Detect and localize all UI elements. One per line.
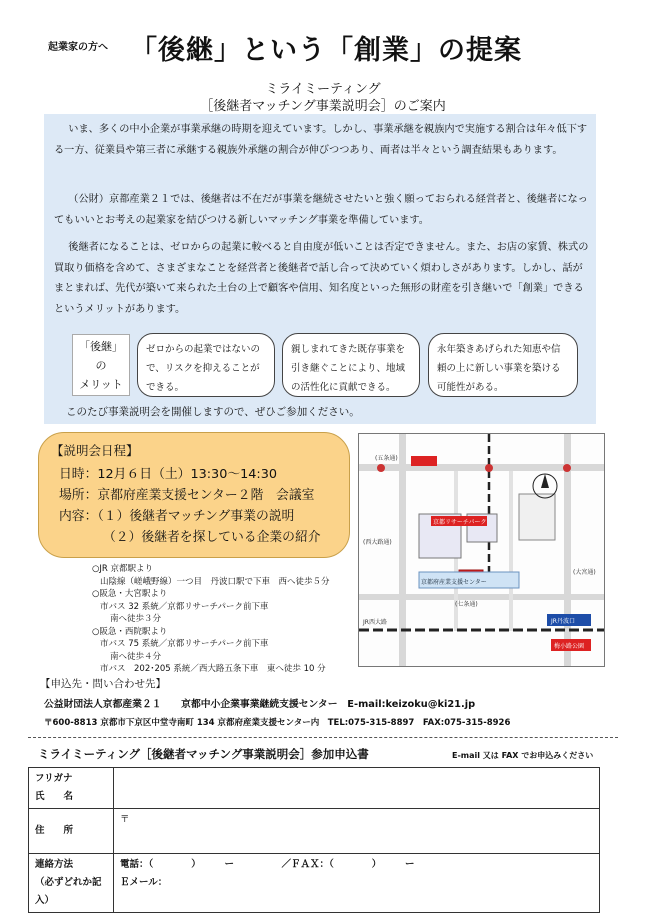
map-label-tanbaguchi: JR丹波口	[551, 618, 575, 625]
name-label: 氏 名	[35, 791, 74, 802]
contact-address: 〒600-8813 京都市下京区中堂寺南町 134 京都府産業支援センター内 TEL:075-315-8897 FAX:075-315-8926	[44, 718, 511, 728]
cut-line-divider	[28, 737, 618, 738]
access-jr-detail: 山陰線（嵯峨野線）一つ目 丹波口駅で下車 西へ徒歩５分	[100, 576, 330, 587]
intro-paragraph-1: いま、多くの中小企業が事業承継の時期を迎えています。しかし、事業承継を親族内で実施する割合は年々低下する一方、従業員や第三者に承継する親族外承継の割合が伸びつつあり、両者は半々という調査結果もあります。	[54, 124, 588, 156]
merit-label-line-1: 「後継」	[79, 340, 123, 353]
map-drawing	[359, 434, 604, 666]
name-field[interactable]	[114, 768, 600, 809]
address-label-cell	[29, 809, 114, 854]
schedule-place: 場所：京都府産業支援センター２階 会議室	[59, 488, 315, 503]
merit-label-line-2: の	[95, 359, 107, 372]
contact-method-field[interactable]	[114, 854, 600, 913]
subtitle-series: ミライミーティング	[265, 82, 381, 97]
contact-organization: 公益財団法人京都産業２１ 京都中小企業事業継続支援センター E-mail:keizoku@ki21.jp	[44, 699, 476, 710]
address-label: 住 所	[35, 825, 74, 836]
map-label-umekoji: 梅小路公園	[554, 643, 585, 650]
access-omiya-bus: 市バス 32 系統／京都リサーチパーク前下車	[100, 601, 269, 612]
merit-label-line-3: メリット	[79, 378, 123, 391]
access-saiin-bus-2: 市バス 202･205 系統／西大路五条下車 東へ徒歩 10 分	[100, 664, 326, 674]
access-directions	[92, 563, 330, 676]
closing-text: このたび事業説明会を開催しますので、ぜひご参加ください。	[66, 406, 360, 418]
email-field[interactable]: Ｅメール：	[120, 877, 168, 888]
access-hankyu-saiin: ○阪急・西院駅より	[92, 626, 168, 637]
contact-heading: 【申込先・問い合わせ先】	[40, 678, 166, 690]
map-label-krp: 京都リサーチパーク	[433, 519, 487, 526]
intro-paragraph-3: 後継者になることは、ゼロからの起業に較べると自由度が低いことは否定できません。また、お店の家賃、株式の買取り価格を含めて、さまざまなことを経営者と後継者で話し合って決めていく煩わしさがあります。しかし、話がまとまれば、先代が築いて来られた土台の上で顧客や信用、知名度といった無形の財産を引き継いで「創業」できるというメリットがあります。	[54, 242, 589, 315]
schedule-date: 日時：12月６日（土）13:30～14:30	[59, 467, 278, 482]
lead-text: 起業家の方へ	[48, 42, 108, 53]
name-label-cell	[29, 768, 114, 809]
subtitle-event: ［後継者マッチング事業説明会］のご案内	[200, 99, 446, 114]
merit-bubble-2: 親しまれてきた既存事業を引き継ぐことにより、地域の活性化に貢献できる。	[282, 333, 420, 397]
map-label-nishioji-station: JR西大路	[363, 619, 387, 626]
access-jr: ○JR 京都駅より	[92, 564, 154, 574]
location-map	[358, 433, 605, 667]
contact-method-note: （必ずどれか記入）	[35, 877, 102, 906]
postal-mark: 〒	[120, 814, 130, 825]
access-saiin-walk: 南へ徒歩４分	[110, 651, 162, 662]
schedule-heading: 【説明会日程】	[51, 443, 139, 458]
merit-bubble-3: 永年築きあげられた知恵や信頼の上に新しい事業を築ける可能性がある。	[428, 333, 578, 397]
merit-bubble-1: ゼロからの起業ではないので、リスクを抑えることができる。	[137, 333, 275, 397]
contact-method-label-cell	[29, 854, 114, 913]
form-note: E-mail 又は FAX でお申込みください	[452, 751, 594, 760]
map-label-omiya: (大宮通)	[573, 569, 596, 576]
address-field[interactable]	[114, 809, 600, 854]
access-omiya-walk: 南へ徒歩３分	[110, 614, 162, 624]
schedule-content-2: （２）後継者を探している企業の紹介	[103, 530, 321, 545]
map-label-gojo: (五条通)	[375, 455, 398, 462]
access-hankyu-omiya: ○阪急・大宮駅より	[92, 589, 168, 599]
map-label-shichijo: (七条通)	[455, 601, 478, 608]
merit-label	[72, 334, 130, 396]
schedule-box	[38, 432, 350, 558]
map-label-center: 京都府産業支援センター	[421, 579, 487, 586]
form-title: ミライミーティング［後継者マッチング事業説明会］参加申込書	[38, 747, 369, 761]
page-title: 「後継」という「創業」の提案	[130, 35, 522, 66]
intro-paragraph-2: （公財）京都産業２１では、後継者は不在だが事業を継続させたいと強く願っておられる経営者と、後継者になってもいいとお考えの起業家を結びつける新しいマッチング事業を準備しています。	[54, 194, 588, 226]
phone-fax-field[interactable]: 電話：（ ） ー ／ＦＡＸ：（ ） ー	[120, 859, 415, 870]
schedule-content-1: 内容：（１）後継者マッチング事業の説明	[59, 509, 295, 524]
furigana-label: フリガナ	[35, 773, 73, 784]
access-saiin-bus: 市バス 75 系統／京都リサーチパーク前下車	[100, 639, 269, 649]
application-form	[28, 767, 600, 913]
map-label-nishioji: (西大路通)	[363, 539, 392, 546]
contact-method-label: 連絡方法	[35, 859, 74, 870]
